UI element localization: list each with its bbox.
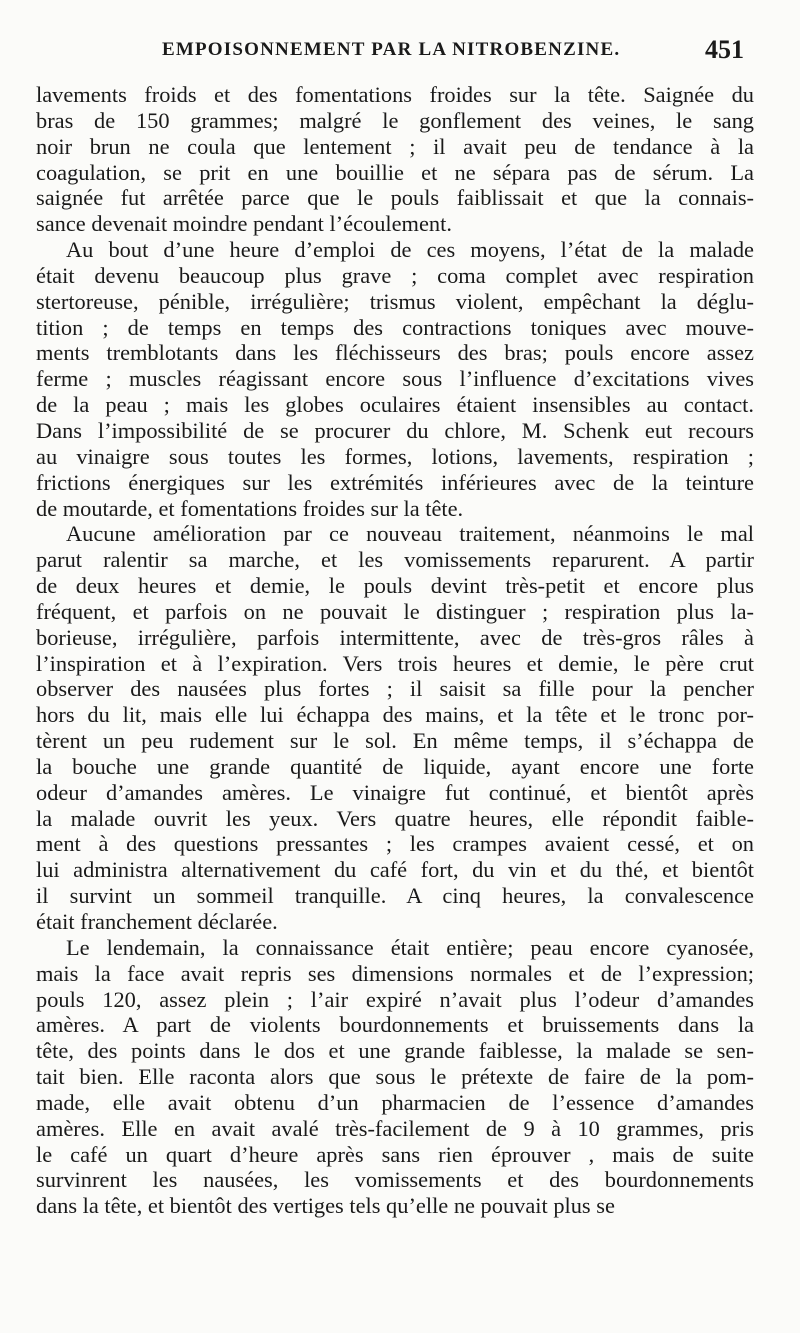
text-line: borieuse, irrégulière, parfois intermittente, avec de très-gros râles à [36,624,754,650]
page-header [0,35,800,75]
text-line: odeur d’amandes amères. Le vinaigre fut continué, et bientôt après [36,779,754,805]
text-line: amères. Elle en avait avalé très-facilement de 9 à 10 grammes, pris [36,1115,754,1141]
text-line: tait bien. Elle raconta alors que sous le prétexte de faire de la pom- [36,1064,754,1090]
text-line: coagulation, se prit en une bouillie et ne sépara pas de sérum. La [36,159,754,185]
text-line: saignée fut arrêtée parce que le pouls faiblissait et que la connais- [36,185,754,211]
text-line: la bouche une grande quantité de liquide, ayant encore une forte [36,753,754,779]
text-line: fréquent, et parfois on ne pouvait le distinguer ; respiration plus la- [36,598,754,624]
text-line: tête, des points dans le dos et une grande faiblesse, la malade se sen- [36,1038,754,1064]
text-line: hors du lit, mais elle lui échappa des mains, et la tête et le tronc por- [36,702,754,728]
text-line: tèrent un peu rudement sur le sol. En même temps, il s’échappa de [36,728,754,754]
body-text [36,82,754,1219]
text-line: était franchement déclarée. [36,909,278,934]
text-line: ment à des questions pressantes ; les crampes avaient cessé, et on [36,831,754,857]
text-line: bras de 150 grammes; malgré le gonflement des veines, le sang [36,107,754,133]
text-line: Le lendemain, la connaissance était entière; peau encore cyanosée, [66,934,754,960]
text-line: lui administra alternativement du café fort, du vin et du thé, et bientôt [36,857,754,883]
text-line: était devenu beaucoup plus grave ; coma complet avec respiration [36,262,754,288]
text-line: stertoreuse, pénible, irrégulière; trismus violent, empêchant la déglu- [36,288,754,314]
text-line: dans la tête, et bientôt des vertiges tels qu’elle ne pouvait plus se [36,1193,615,1219]
text-line: pouls 120, assez plein ; l’air expiré n’avait plus l’odeur d’amandes [36,986,754,1012]
text-line: le café un quart d’heure après sans rien éprouver , mais de suite [36,1141,754,1167]
paragraph [36,521,754,935]
paragraph [36,935,754,1219]
text-line: de la peau ; mais les globes oculaires étaient insensibles au contact. [36,392,754,418]
text-line: amères. A part de violents bourdonnements et bruissements dans la [36,1012,754,1038]
text-line: l’inspiration et à l’expiration. Vers trois heures et demie, le père crut [36,650,754,676]
text-line: frictions énergiques sur les extrémités inférieures avec de la teinture [36,469,754,495]
text-line: survinrent les nausées, les vomissements et des bourdonnements [36,1167,754,1193]
text-line: observer des nausées plus fortes ; il saisit sa fille pour la pencher [36,676,754,702]
text-line: sance devenait moindre pendant l’écoulement. [36,211,452,237]
text-line: tition ; de temps en temps des contractions toniques avec mouve- [36,314,754,340]
text-line: de moutarde, et fomentations froides sur la tête. [36,495,464,521]
text-line: mais la face avait repris ses dimensions normales et de l’expression; [36,960,754,986]
text-line: de deux heures et demie, le pouls devint très-petit et encore plus [36,573,754,599]
paragraph [36,82,754,237]
text-line: Aucune amélioration par ce nouveau traitement, néanmoins le mal [66,521,754,547]
text-line: ments tremblotants dans les fléchisseurs des bras; pouls encore assez [36,340,754,366]
text-line: il survint un sommeil tranquille. A cinq heures, la convalescence [36,883,754,909]
text-line: ferme ; muscles réagissant encore sous l’influence d’excitations vives [36,366,754,392]
text-line: Dans l’impossibilité de se procurer du chlore, M. Schenk eut recours [36,417,754,443]
text-line: noir brun ne coula que lentement ; il avait peu de tendance à la [36,133,754,159]
text-line: la malade ouvrit les yeux. Vers quatre heures, elle répondit faible- [36,805,754,831]
text-line: au vinaigre sous toutes les formes, lotions, lavements, respiration ; [36,443,754,469]
running-head: EMPOISONNEMENT PAR LA NITROBENZINE. [162,39,621,60]
text-line: Au bout d’une heure d’emploi de ces moyens, l’état de la malade [66,237,754,263]
text-line: made, elle avait obtenu d’un pharmacien de l’essence d’amandes [36,1089,754,1115]
paragraph [36,237,754,521]
text-line: parut ralentir sa marche, et les vomissements reparurent. A partir [36,547,754,573]
page-number: 451 [705,35,744,64]
text-line: lavements froids et des fomentations froides sur la tête. Saignée du [36,82,754,107]
